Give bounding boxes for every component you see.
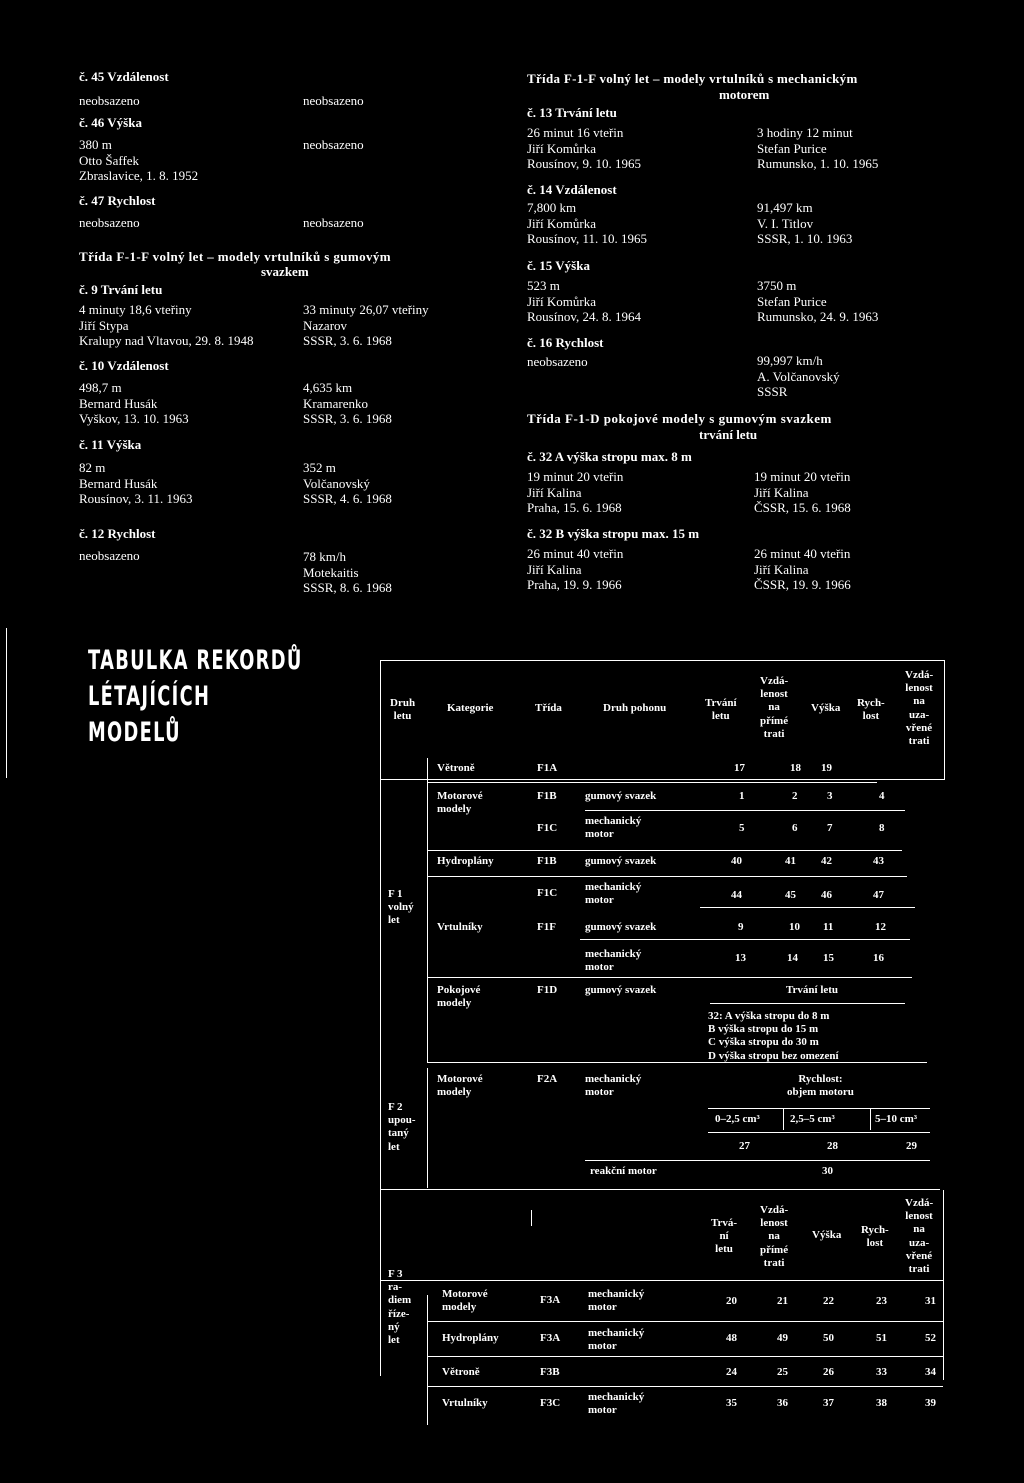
cell-f3a-vyska: 22 [823, 1295, 834, 1307]
cell-f3c-vzd-uz: 39 [925, 1397, 936, 1409]
category-13-heading: č. 13 Trvání letu [527, 105, 617, 120]
row-f3-hydro-pohon: mechanický motor [588, 1327, 645, 1353]
f3-header-vzdalenost: Vzdá- lenost na přímé trati [760, 1204, 789, 1269]
f3-right-border [943, 1190, 944, 1380]
row-hydroplany-kategorie: Hydroplány [437, 855, 494, 867]
row-motorove-kategorie: Motorové modely [437, 790, 483, 816]
row-line [427, 850, 902, 851]
record-46-2: neobsazeno [303, 137, 364, 152]
row-vrtulniky-pohon: gumový svazek [585, 921, 657, 933]
record-45-1: neobsazeno [79, 93, 140, 108]
row-f2a-kategorie: Motorové modely [437, 1073, 483, 1099]
record-16-1: neobsazeno [527, 354, 588, 369]
row-line [427, 782, 877, 783]
row-f2a-trida: F2A [537, 1073, 558, 1085]
record-10-2: 4,635 km Kramarenko SSSR, 3. 6. 1968 [303, 380, 392, 427]
cell-f2a-vol-3: 5–10 cm³ [875, 1113, 918, 1125]
cell-hydro-c-rychlost: 47 [873, 889, 884, 901]
row-f3c-kategorie: Vrtulníky [442, 1397, 488, 1409]
category-16-heading: č. 16 Rychlost [527, 335, 604, 350]
cell-f1c-vzdalenost: 6 [792, 822, 798, 834]
cell-hydro-b-vzdalenost: 41 [785, 855, 796, 867]
record-9-1: 4 minuty 18,6 vteřiny Jiří Stypa Kralupy nad Vltavou, 29. 8. 1948 [79, 302, 254, 349]
row-f2a-pohon: mechanický motor [585, 1073, 642, 1099]
row-line [427, 1062, 927, 1063]
cell-f1d-trvani-header: Trvání letu [786, 984, 839, 996]
cell-f3b-rychlost: 33 [876, 1366, 887, 1378]
row-f3c-trida: F3C [540, 1397, 561, 1409]
cell-f3-hydro-rychlost: 51 [876, 1332, 887, 1344]
header-druh-pohonu: Druh pohonu [603, 702, 667, 714]
cell-f1f-m-vzdalenost: 14 [787, 952, 798, 964]
row-line [585, 810, 905, 811]
category-32a-heading: č. 32 A výška stropu max. 8 m [527, 449, 692, 464]
record-45-2: neobsazeno [303, 93, 364, 108]
cell-f3c-vyska: 37 [823, 1397, 834, 1409]
row-line [380, 1280, 943, 1281]
cell-hydro-b-rychlost: 43 [873, 855, 884, 867]
row-line [427, 876, 907, 877]
row-line [380, 1189, 940, 1190]
cell-f3a-vzd-uz: 31 [925, 1295, 936, 1307]
header-trida: Třída [535, 702, 562, 714]
table-right-border [944, 660, 945, 780]
category-9-heading: č. 9 Trvání letu [79, 282, 163, 297]
record-13-2: 3 hodiny 12 minut Stefan Purice Rumunsko, 1. 10. 1965 [757, 125, 879, 172]
row-line [580, 939, 910, 940]
margin-line [6, 628, 7, 778]
f2-group-divider [427, 1068, 428, 1188]
row-reakcni-pohon: reakční motor [590, 1165, 657, 1177]
row-vrtulniky-trida: F1F [537, 921, 556, 933]
class-heading-f1f-rubber: Třída F-1-F volný let – modely vrtulníků s gumovým [79, 249, 392, 264]
cell-f3-hydro-trvani: 48 [726, 1332, 737, 1344]
cell-f1d-note: 32: A výška stropu do 8 m B výška stropu do 15 m C výška stropu do 30 m D výška stropu bez omezení [708, 1010, 839, 1062]
row-line [427, 1321, 943, 1322]
record-32a-1: 19 minut 20 vteřin Jiří Kalina Praha, 15. 6. 1968 [527, 469, 624, 516]
table-title-line-1: TABULKA REKORDŮ [88, 645, 303, 676]
row-line [585, 1160, 930, 1161]
cell-f1c-vyska: 7 [827, 822, 833, 834]
cell-f2a-vol-1: 0–2,5 cm³ [715, 1113, 760, 1125]
record-47-2: neobsazeno [303, 215, 364, 230]
record-14-1: 7,800 km Jiří Komůrka Rousínov, 11. 10. 1965 [527, 200, 648, 247]
row-line [708, 1108, 930, 1109]
col-line [531, 1210, 532, 1226]
cell-f3c-rychlost: 38 [876, 1397, 887, 1409]
table-left-border [380, 660, 381, 780]
row-line [710, 1003, 905, 1004]
f3-group-divider [427, 1295, 428, 1425]
row-line [427, 977, 912, 978]
record-9-2: 33 minuty 26,07 vteřiny Nazarov SSSR, 3. 6. 1968 [303, 302, 429, 349]
col-line [870, 1108, 871, 1130]
row-motorove-pohon: gumový svazek [585, 790, 657, 802]
category-45-heading: č. 45 Vzdálenost [79, 69, 169, 84]
group-f2-label: F 2 upou- taný let [388, 1101, 416, 1153]
cell-f3-hydro-vzd-uz: 52 [925, 1332, 936, 1344]
cell-f3b-trvani: 24 [726, 1366, 737, 1378]
cell-f2a-27: 27 [739, 1140, 750, 1152]
row-line [427, 1386, 943, 1387]
group-f1-label: F 1 volný let [388, 888, 414, 927]
category-32b-heading: č. 32 B výška stropu max. 15 m [527, 526, 700, 541]
table-title-line-2: LÉTAJÍCÍCH [88, 681, 211, 712]
header-trvani: Trvání letu [705, 697, 737, 723]
cell-f3b-vyska: 26 [823, 1366, 834, 1378]
f3-header-trvani: Trvá- ní letu [711, 1217, 738, 1256]
row-f3b-kategorie: Větroně [442, 1366, 480, 1378]
cell-hydro-b-trvani: 40 [731, 855, 742, 867]
cell-hydro-b-vyska: 42 [821, 855, 832, 867]
row-vetrone-kategorie: Větroně [437, 762, 475, 774]
cell-f3c-vzdalenost: 36 [777, 1397, 788, 1409]
row-f3-hydro-kategorie: Hydroplány [442, 1332, 499, 1344]
record-15-2: 3750 m Stefan Purice Rumunsko, 24. 9. 1963 [757, 278, 879, 325]
cell-f1b-vyska: 3 [827, 790, 833, 802]
class-heading-f1d: Třída F-1-D pokojové modely s gumovým svazkem [527, 411, 832, 426]
cell-f3a-vzdalenost: 21 [777, 1295, 788, 1307]
record-32a-2: 19 minut 20 vteřin Jiří Kalina ČSSR, 15. 6. 1968 [754, 469, 851, 516]
row-f3b-trida: F3B [540, 1366, 560, 1378]
row-vetrone-trida: F1A [537, 762, 558, 774]
col-line [783, 1108, 784, 1130]
cell-f2a-28: 28 [827, 1140, 838, 1152]
cell-f1a-vzdalenost: 18 [790, 762, 801, 774]
cell-f1f-m-vyska: 15 [823, 952, 834, 964]
cell-f1a-vyska: 19 [821, 762, 832, 774]
record-32b-2: 26 minut 40 vteřin Jiří Kalina ČSSR, 19. 9. 1966 [754, 546, 851, 593]
record-32b-1: 26 minut 40 vteřin Jiří Kalina Praha, 19. 9. 1966 [527, 546, 624, 593]
row-pokojove-kategorie: Pokojové modely [437, 984, 481, 1010]
class-heading-f1f-rubber-2: svazkem [261, 264, 309, 279]
row-line [708, 1132, 930, 1133]
row-vrtulniky-kategorie: Vrtulníky [437, 921, 483, 933]
cell-f3-hydro-vzdalenost: 49 [777, 1332, 788, 1344]
cell-f1f-g-trvani: 9 [738, 921, 744, 933]
category-14-heading: č. 14 Vzdálenost [527, 182, 617, 197]
record-14-2: 91,497 km V. I. Titlov SSSR, 1. 10. 1963 [757, 200, 853, 247]
class-heading-f1d-2: trvání letu [699, 427, 758, 442]
cell-f3a-rychlost: 23 [876, 1295, 887, 1307]
category-10-heading: č. 10 Vzdálenost [79, 358, 169, 373]
header-rychlost: Rych- lost [857, 697, 885, 723]
header-druh-letu: Druh letu [390, 697, 416, 723]
header-vzdalenost-prime: Vzdá- lenost na přímé trati [760, 675, 789, 740]
cell-f2a-vol-2: 2,5–5 cm³ [790, 1113, 835, 1125]
cell-f3c-trvani: 35 [726, 1397, 737, 1409]
group-f3-label: F 3 ra- diem říze- ný let [388, 1268, 412, 1346]
table-title-line-3: MODELŮ [88, 717, 181, 748]
record-10-1: 498,7 m Bernard Husák Vyškov, 13. 10. 1963 [79, 380, 189, 427]
cell-f3-hydro-vyska: 50 [823, 1332, 834, 1344]
row-line [427, 1356, 943, 1357]
cell-f1a-trvani: 17 [734, 762, 745, 774]
category-12-heading: č. 12 Rychlost [79, 526, 156, 541]
cell-f1f-g-vyska: 11 [823, 921, 834, 933]
cell-hydro-c-trvani: 44 [731, 889, 742, 901]
record-13-1: 26 minut 16 vteřin Jiří Komůrka Rousínov, 9. 10. 1965 [527, 125, 641, 172]
f3-header-vzdalenost-uzavrene: Vzdá- lenost na uza- vřené trati [905, 1197, 934, 1275]
cell-f1f-g-vzdalenost: 10 [789, 921, 800, 933]
cell-f1b-vzdalenost: 2 [792, 790, 798, 802]
row-line [700, 907, 915, 908]
record-12-1: neobsazeno [79, 548, 140, 563]
f3-header-rychlost: Rych- lost [861, 1224, 889, 1250]
table-top-border [380, 660, 945, 661]
header-kategorie: Kategorie [447, 702, 494, 714]
cell-f2a-29: 29 [906, 1140, 917, 1152]
class-heading-f1f-motor: Třída F-1-F volný let – modely vrtulníků s mechanickým [527, 71, 858, 86]
cell-f3a-trvani: 20 [726, 1295, 737, 1307]
row-motorove-c-trida: F1C [537, 822, 558, 834]
cell-f3b-vzdalenost: 25 [777, 1366, 788, 1378]
cell-f1f-g-rychlost: 12 [875, 921, 886, 933]
table-header-bottom [380, 779, 945, 780]
record-15-1: 523 m Jiří Komůrka Rousínov, 24. 8. 1964 [527, 278, 641, 325]
class-heading-f1f-motor-2: motorem [719, 87, 770, 102]
record-11-1: 82 m Bernard Husák Rousínov, 3. 11. 1963 [79, 460, 193, 507]
cell-f2a-rychlost-header: Rychlost: objem motoru [787, 1073, 854, 1099]
category-11-heading: č. 11 Výška [79, 437, 142, 452]
row-vrtulniky-m-pohon: mechanický motor [585, 948, 642, 974]
record-11-2: 352 m Volčanovský SSSR, 4. 6. 1968 [303, 460, 392, 507]
cell-f1b-rychlost: 4 [879, 790, 885, 802]
category-46-heading: č. 46 Výška [79, 115, 142, 130]
f1-left-border [380, 780, 381, 1376]
cell-f1f-m-trvani: 13 [735, 952, 746, 964]
cell-f1c-trvani: 5 [739, 822, 745, 834]
category-15-heading: č. 15 Výška [527, 258, 590, 273]
cell-f1c-rychlost: 8 [879, 822, 885, 834]
record-16-2: 99,997 km/h A. Volčanovský SSSR [757, 353, 840, 400]
cell-f1b-trvani: 1 [739, 790, 745, 802]
row-hydroplany-c-trida: F1C [537, 887, 558, 899]
row-hydroplany-trida: F1B [537, 855, 557, 867]
row-f3-hydro-trida: F3A [540, 1332, 561, 1344]
row-motorove-trida: F1B [537, 790, 557, 802]
row-pokojove-pohon: gumový svazek [585, 984, 657, 996]
record-46-1: 380 m Otto Šaffek Zbraslavice, 1. 8. 1952 [79, 137, 199, 184]
cell-f1f-m-rychlost: 16 [873, 952, 884, 964]
row-pokojove-trida: F1D [537, 984, 558, 996]
record-47-1: neobsazeno [79, 215, 140, 230]
header-vyska: Výška [811, 702, 841, 714]
row-f3a-pohon: mechanický motor [588, 1288, 645, 1314]
cell-reakcni-30: 30 [822, 1165, 833, 1177]
category-47-heading: č. 47 Rychlost [79, 193, 156, 208]
row-motorove-c-pohon: mechanický motor [585, 815, 642, 841]
cell-hydro-c-vyska: 46 [821, 889, 832, 901]
row-f3c-pohon: mechanický motor [588, 1391, 645, 1417]
row-hydroplany-pohon: gumový svazek [585, 855, 657, 867]
header-vzdalenost-uzavrene: Vzdá- lenost na uza- vřené trati [905, 669, 934, 747]
cell-f3b-vzd-uz: 34 [925, 1366, 936, 1378]
f1-group-divider [427, 758, 428, 1062]
f3-header-vyska: Výška [812, 1229, 842, 1241]
cell-hydro-c-vzdalenost: 45 [785, 889, 796, 901]
row-hydroplany-c-pohon: mechanický motor [585, 881, 642, 907]
row-f3a-trida: F3A [540, 1294, 561, 1306]
row-f3a-kategorie: Motorové modely [442, 1288, 488, 1314]
record-12-2: 78 km/h Motekaitis SSSR, 8. 6. 1968 [303, 549, 392, 596]
